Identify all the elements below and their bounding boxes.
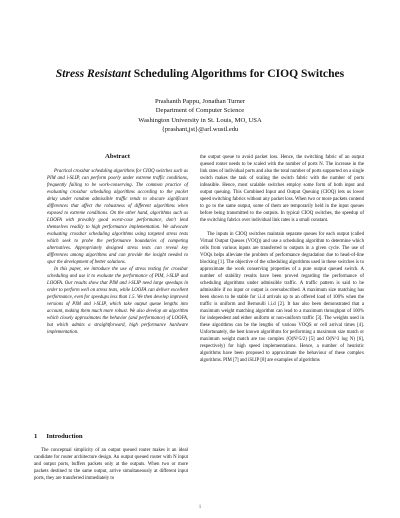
- abstract-paragraph: In this paper, we introduce the use of stress testing for crossbar scheduling and use it to evaluate the performance of PIM, i-SLIP and LOOFA. Our results show that PIM and i-SLIP need large speedups in order to perform well on stress tests, while LOOFA can deliver excellent performance, even for speedups less than 1.5. We then develop improved versions of PIM and i-SLIP, which take output queue lengths into account, making them much more robust. We also develop an algorithm which closely approximates the behavior (and performance) of LOOFA, but which admits a straightforward, high performance hardware implementation.: [47, 267, 188, 335]
- author-names: Prashanth Pappu, Jonathan Turner: [154, 98, 246, 105]
- title-rest: Scheduling Algorithms for CIOQ Switches: [130, 67, 345, 80]
- email: {prashant,jst}@arl.wustl.edu: [161, 126, 239, 134]
- intro-paragraph: The conceptual simplicity of an output queued router makes it an ideal candidate for router architecture design. An output queued router with N input and output ports, buffers packets only at the outputs. When two or more packets destined to the same output, arrive simultaneously at different input ports, they are transferred immediately to: [34, 448, 188, 481]
- abstract-paragraph: Practical crossbar scheduling algorithms for CIOQ switches such as PIM and i-SLIP, can perform poorly under extreme traffic conditions, frequently failing to be work-conserving. The common practice of evaluating crossbar scheduling algorithms according to the packet delay under random admissible traffic tends to obscure significant differences that affect the robustness of different algorithms when exposed to extreme conditions. On the other hand, algorithms such as LOOFA with provably good worst-case performance, don't lend themselves readily to high performance implementation. We advocate evaluating crossbar scheduling algorithms using targeted stress tests which seek to probe the performance boundaries of competing alternatives. Appropriately designed stress tests can reveal key differences among algorithms and can provide the insight needed to spur the development of better solutions.: [47, 169, 188, 265]
- section-number: 1: [34, 433, 38, 440]
- section-heading: [34, 433, 83, 440]
- paper-title: [0, 67, 400, 81]
- abstract-heading: Abstract: [105, 153, 130, 160]
- abstract-body: [47, 168, 188, 336]
- title-emphasis: Stress Resistant: [55, 67, 131, 80]
- body-paragraph: The inputs in CIOQ switches maintain separate queues for each output (called Virtual Output Queues (VOQ)) and use a scheduling algorithm to determine which cells from various inputs are transferred to outputs in a given cycle. The use of VOQs helps alleviate the problem of performance degradation due to head-of-line blocking [1]. The objective of the scheduling algorithms used in these switches is to approximate the work conserving properties of a pure output queued switch. A number of stability results have been proved regarding the performance of scheduling algorithms under admissible traffic. A traffic pattern is said to be admissible if no input or output is oversubscribed. A maximum size matching has been shown to be stable for i.i.d arrivals up to an offered load of 100% when the traffic is uniform and Bernoulli i.i.d [2]. It has also been demonstrated that a maximum weight matching algorithm can lead to a maximum throughput of 100% for independent and either uniform or non-uniform traffic [3]. The weights used in these algorithms can be the lengths of various VOQS or cell arrival times [4]. Unfortunately, the best known algorithms for performing a maximum size match or maximum weight match are too complex (O(N^5/2) [5] and O(N^3 log N) [6], respectively) for high speed implementations. Hence, a number of heuristic algorithms have been proposed to approximate the behaviour of these complex algorithms. PIM [7] and iSLIP [8] are examples of algorithms: [200, 232, 364, 363]
- intro-body: [34, 447, 188, 482]
- right-column: [200, 154, 364, 364]
- affiliation: Washington University in St. Louis, MO, USA: [138, 116, 262, 124]
- body-paragraph: the output queue to avoid packet loss. Hence, the switching fabric of an output queued router needs to be scaled with the number of ports N. The increase in the link rates of individual ports and also the total number of ports supported on a single switch makes the task of scaling the switch fabric with the number of ports infeasible. Hence, most scalable switches employ some form of both input and output queuing. This Combined Input and Output Queuing (CIOQ) lets us lower speed switching fabrics without any packet loss. When two or more packets contend to go to the same output, some of them are temporarily held in the input queues before being transmitted to the outputs. In typical CIOQ switches, the speedup of the switching fabrics over individual link rates is a small constant.: [200, 155, 364, 223]
- department: Department of Computer Science: [155, 107, 245, 115]
- page-number: 1: [198, 505, 202, 510]
- author-block: [0, 97, 400, 135]
- section-title: Introduction: [46, 433, 83, 440]
